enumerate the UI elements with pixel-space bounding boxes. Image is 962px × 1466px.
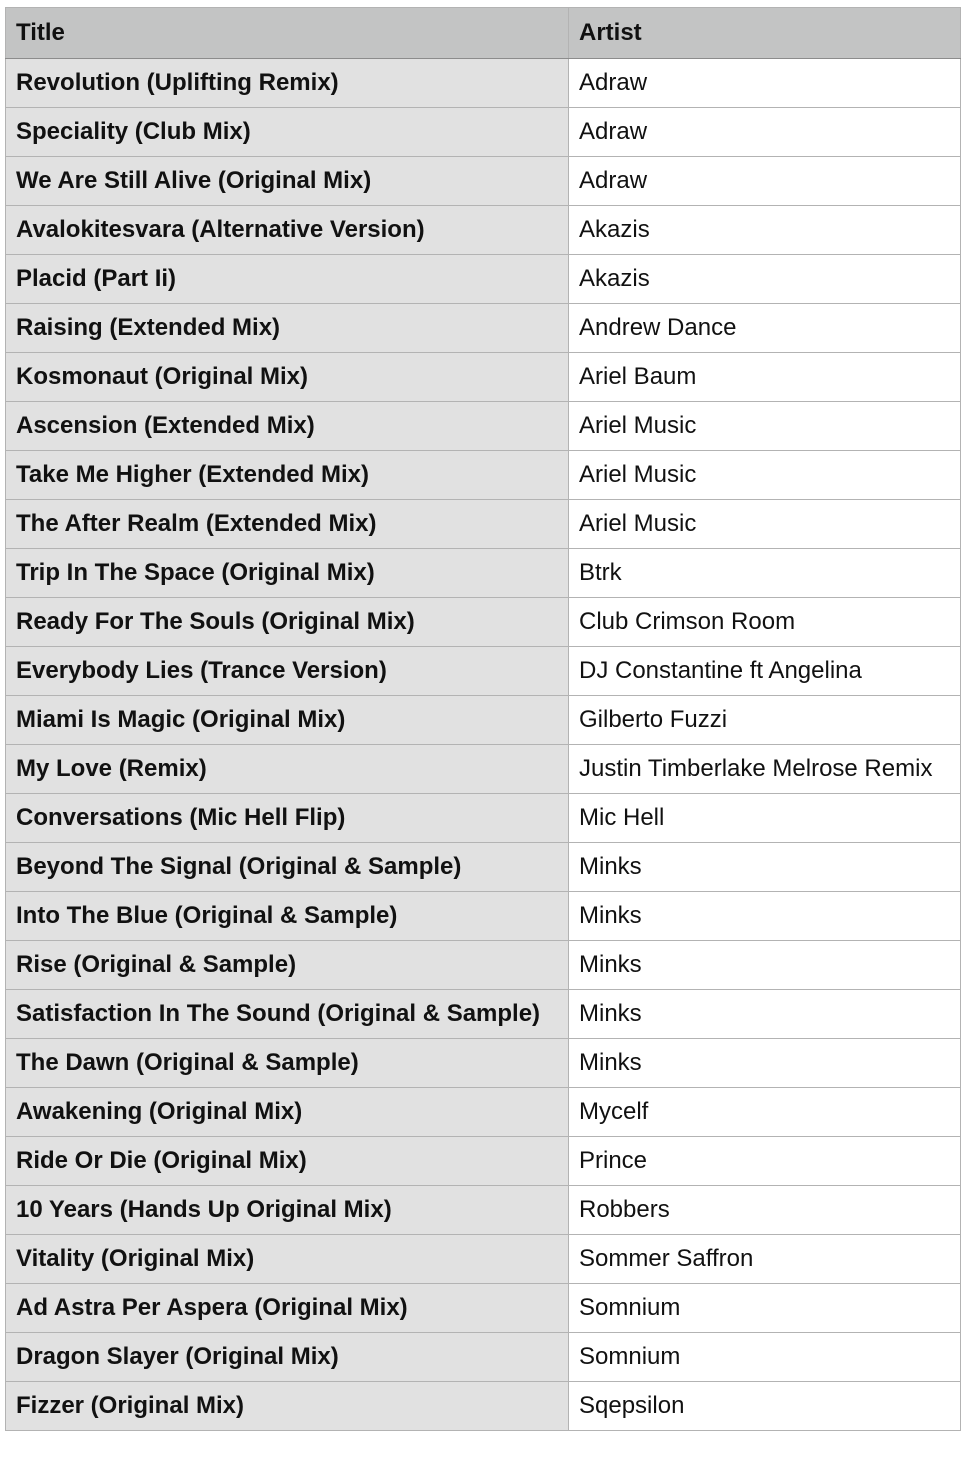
track-artist-cell[interactable]: Justin Timberlake Melrose Remix xyxy=(569,745,961,794)
track-title-cell[interactable]: Ascension (Extended Mix) xyxy=(6,402,569,451)
table-row[interactable] xyxy=(6,108,961,157)
track-title-cell[interactable]: Fizzer (Original Mix) xyxy=(6,1382,569,1431)
track-title-cell[interactable]: Ready For The Souls (Original Mix) xyxy=(6,598,569,647)
track-title-cell[interactable]: Awakening (Original Mix) xyxy=(6,1088,569,1137)
track-artist-cell[interactable]: Sommer Saffron xyxy=(569,1235,961,1284)
table-row[interactable] xyxy=(6,353,961,402)
track-artist-cell[interactable]: Adraw xyxy=(569,157,961,206)
table-row[interactable] xyxy=(6,1333,961,1382)
track-artist-cell[interactable]: Adraw xyxy=(569,108,961,157)
track-title-cell[interactable]: Ad Astra Per Aspera (Original Mix) xyxy=(6,1284,569,1333)
track-artist-cell[interactable]: Sqepsilon xyxy=(569,1382,961,1431)
track-artist-cell[interactable]: Mycelf xyxy=(569,1088,961,1137)
track-artist-cell[interactable]: Btrk xyxy=(569,549,961,598)
table-row[interactable] xyxy=(6,843,961,892)
track-artist-cell[interactable]: Ariel Music xyxy=(569,451,961,500)
table-row[interactable] xyxy=(6,1088,961,1137)
table-row[interactable] xyxy=(6,500,961,549)
track-artist-cell[interactable]: Ariel Music xyxy=(569,402,961,451)
table-row[interactable] xyxy=(6,794,961,843)
track-artist-cell[interactable]: Adraw xyxy=(569,59,961,108)
table-row[interactable] xyxy=(6,990,961,1039)
table-row[interactable] xyxy=(6,892,961,941)
column-header-artist[interactable]: Artist xyxy=(569,8,961,59)
track-title-cell[interactable]: Speciality (Club Mix) xyxy=(6,108,569,157)
track-artist-cell[interactable]: Ariel Baum xyxy=(569,353,961,402)
track-title-cell[interactable]: Everybody Lies (Trance Version) xyxy=(6,647,569,696)
track-title-cell[interactable]: Trip In The Space (Original Mix) xyxy=(6,549,569,598)
table-row[interactable] xyxy=(6,1382,961,1431)
table-row[interactable] xyxy=(6,451,961,500)
track-title-cell[interactable]: The Dawn (Original & Sample) xyxy=(6,1039,569,1088)
track-artist-cell[interactable]: Minks xyxy=(569,941,961,990)
track-title-cell[interactable]: Miami Is Magic (Original Mix) xyxy=(6,696,569,745)
table-row[interactable] xyxy=(6,304,961,353)
track-title-cell[interactable]: Into The Blue (Original & Sample) xyxy=(6,892,569,941)
track-artist-cell[interactable]: Robbers xyxy=(569,1186,961,1235)
table-body xyxy=(6,59,961,1431)
table-row[interactable] xyxy=(6,206,961,255)
table-row[interactable] xyxy=(6,549,961,598)
track-title-cell[interactable]: Rise (Original & Sample) xyxy=(6,941,569,990)
track-title-cell[interactable]: Vitality (Original Mix) xyxy=(6,1235,569,1284)
track-artist-cell[interactable]: Mic Hell xyxy=(569,794,961,843)
table-row[interactable] xyxy=(6,696,961,745)
table-row[interactable] xyxy=(6,157,961,206)
track-artist-cell[interactable]: Ariel Music xyxy=(569,500,961,549)
track-title-cell[interactable]: Take Me Higher (Extended Mix) xyxy=(6,451,569,500)
table-row[interactable] xyxy=(6,1137,961,1186)
track-title-cell[interactable]: Placid (Part Ii) xyxy=(6,255,569,304)
table-row[interactable] xyxy=(6,59,961,108)
table-header xyxy=(6,8,961,59)
track-artist-cell[interactable]: Minks xyxy=(569,990,961,1039)
table-row[interactable] xyxy=(6,598,961,647)
track-artist-cell[interactable]: Club Crimson Room xyxy=(569,598,961,647)
header-row xyxy=(6,8,961,59)
table-row[interactable] xyxy=(6,1284,961,1333)
track-artist-cell[interactable]: Minks xyxy=(569,843,961,892)
track-title-cell[interactable]: Satisfaction In The Sound (Original & Sample) xyxy=(6,990,569,1039)
tracks-table-container xyxy=(5,7,960,1431)
table-row[interactable] xyxy=(6,1235,961,1284)
track-title-cell[interactable]: 10 Years (Hands Up Original Mix) xyxy=(6,1186,569,1235)
track-title-cell[interactable]: Beyond The Signal (Original & Sample) xyxy=(6,843,569,892)
column-header-title[interactable]: Title xyxy=(6,8,569,59)
track-artist-cell[interactable]: Minks xyxy=(569,892,961,941)
table-row[interactable] xyxy=(6,647,961,696)
track-title-cell[interactable]: My Love (Remix) xyxy=(6,745,569,794)
tracks-table xyxy=(5,7,961,1431)
track-artist-cell[interactable]: Somnium xyxy=(569,1284,961,1333)
track-title-cell[interactable]: We Are Still Alive (Original Mix) xyxy=(6,157,569,206)
table-row[interactable] xyxy=(6,1186,961,1235)
track-title-cell[interactable]: Conversations (Mic Hell Flip) xyxy=(6,794,569,843)
track-title-cell[interactable]: Revolution (Uplifting Remix) xyxy=(6,59,569,108)
track-artist-cell[interactable]: Akazis xyxy=(569,206,961,255)
track-title-cell[interactable]: Dragon Slayer (Original Mix) xyxy=(6,1333,569,1382)
track-artist-cell[interactable]: Andrew Dance xyxy=(569,304,961,353)
track-title-cell[interactable]: The After Realm (Extended Mix) xyxy=(6,500,569,549)
table-row[interactable] xyxy=(6,402,961,451)
track-artist-cell[interactable]: Prince xyxy=(569,1137,961,1186)
track-artist-cell[interactable]: Somnium xyxy=(569,1333,961,1382)
track-title-cell[interactable]: Raising (Extended Mix) xyxy=(6,304,569,353)
track-artist-cell[interactable]: DJ Constantine ft Angelina xyxy=(569,647,961,696)
track-artist-cell[interactable]: Akazis xyxy=(569,255,961,304)
track-title-cell[interactable]: Ride Or Die (Original Mix) xyxy=(6,1137,569,1186)
track-title-cell[interactable]: Kosmonaut (Original Mix) xyxy=(6,353,569,402)
track-artist-cell[interactable]: Minks xyxy=(569,1039,961,1088)
track-artist-cell[interactable]: Gilberto Fuzzi xyxy=(569,696,961,745)
table-row[interactable] xyxy=(6,941,961,990)
track-title-cell[interactable]: Avalokitesvara (Alternative Version) xyxy=(6,206,569,255)
table-row[interactable] xyxy=(6,1039,961,1088)
table-row[interactable] xyxy=(6,255,961,304)
table-row[interactable] xyxy=(6,745,961,794)
